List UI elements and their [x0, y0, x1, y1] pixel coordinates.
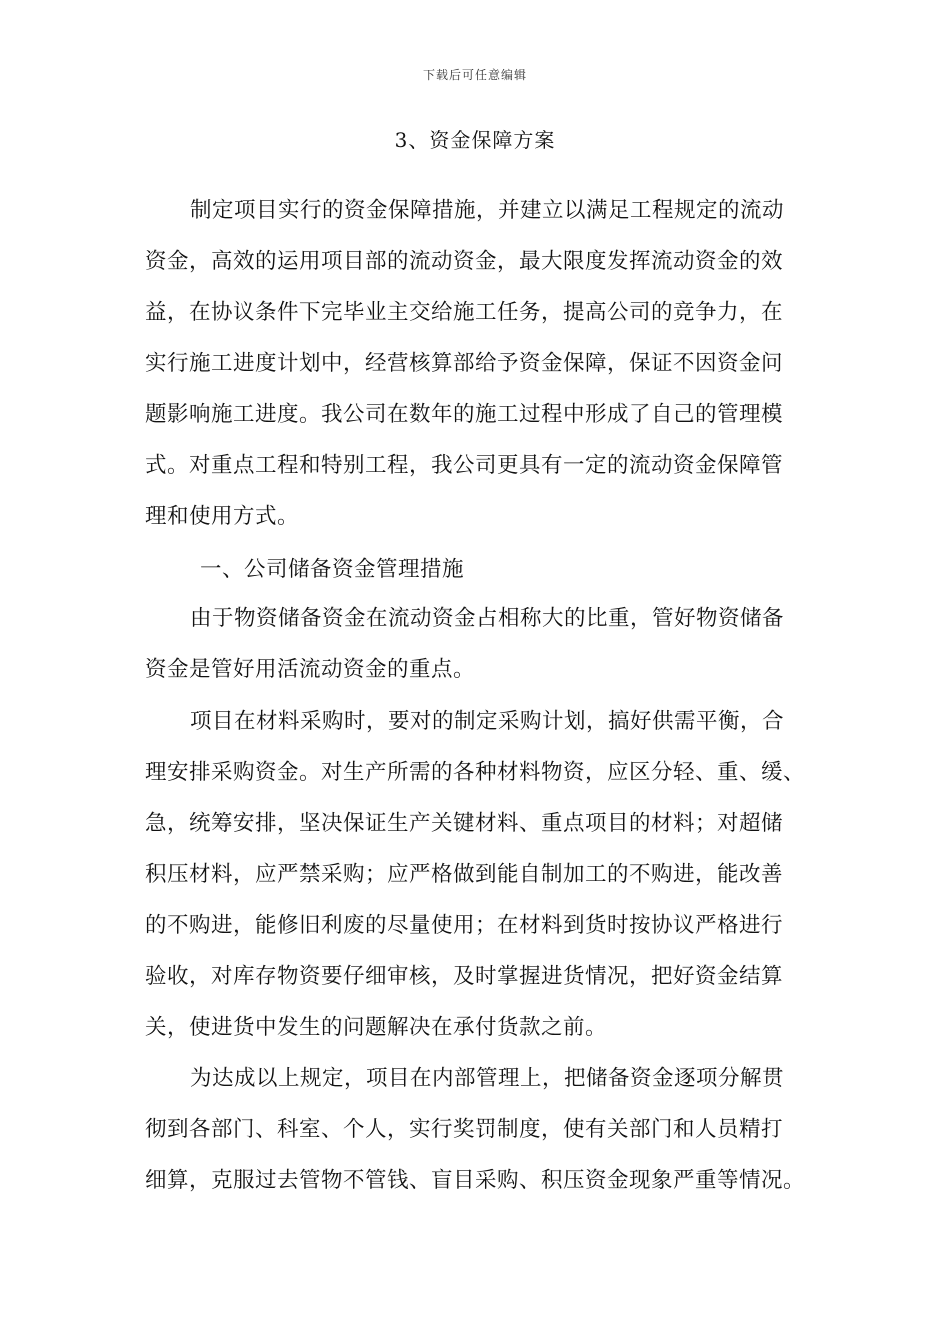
body-line: 急，统筹安排，坚决保证生产关键材料、重点项目的材料；对超储	[145, 811, 784, 836]
body-line: 项目在材料采购时，要对的制定采购计划，搞好供需平衡，合	[190, 709, 785, 734]
body-line: 关，使进货中发生的问题解决在承付货款之前。	[145, 1015, 608, 1040]
body-line: 理和使用方式。	[145, 504, 300, 529]
body-line: 积压材料，应严禁采购；应严格做到能自制加工的不购进，能改善	[145, 862, 784, 887]
body-line: 题影响施工进度。我公司在数年的施工过程中形成了自己的管理模	[145, 402, 784, 427]
body-line: 彻到各部门、科室、个人，实行奖罚制度，使有关部门和人员精打	[145, 1117, 784, 1142]
body-line: 资金是管好用活流动资金的重点。	[145, 657, 476, 682]
body-line: 的不购进，能修旧利废的尽量使用；在材料到货时按协议严格进行	[145, 913, 784, 938]
body-line: 资金，高效的运用项目部的流动资金，最大限度发挥流动资金的效	[145, 249, 784, 274]
body-line: 益，在协议条件下完毕业主交给施工任务，提高公司的竞争力，在	[145, 300, 784, 325]
section-heading: 一、公司储备资金管理措施	[200, 557, 465, 582]
body-line: 制定项目实行的资金保障措施，并建立以满足工程规定的流动	[190, 198, 785, 223]
body-line: 由于物资储备资金在流动资金占相称大的比重，管好物资储备	[190, 606, 785, 631]
body-line: 式。对重点工程和特别工程，我公司更具有一定的流动资金保障管	[145, 453, 784, 478]
body-line: 细算，克服过去管物不管钱、盲目采购、积压资金现象严重等情况。	[145, 1168, 806, 1193]
header-note: 下载后可任意编辑	[422, 68, 527, 82]
body-line: 验收，对库存物资要仔细审核，及时掌握进货情况，把好资金结算	[145, 964, 784, 989]
document-title: 3、资金保障方案	[394, 128, 556, 152]
body-line: 理安排采购资金。对生产所需的各种材料物资，应区分轻、重、缓、	[145, 760, 806, 785]
body-line: 为达成以上规定，项目在内部管理上，把储备资金逐项分解贯	[190, 1066, 785, 1091]
body-line: 实行施工进度计划中，经营核算部给予资金保障，保证不因资金问	[145, 351, 784, 376]
